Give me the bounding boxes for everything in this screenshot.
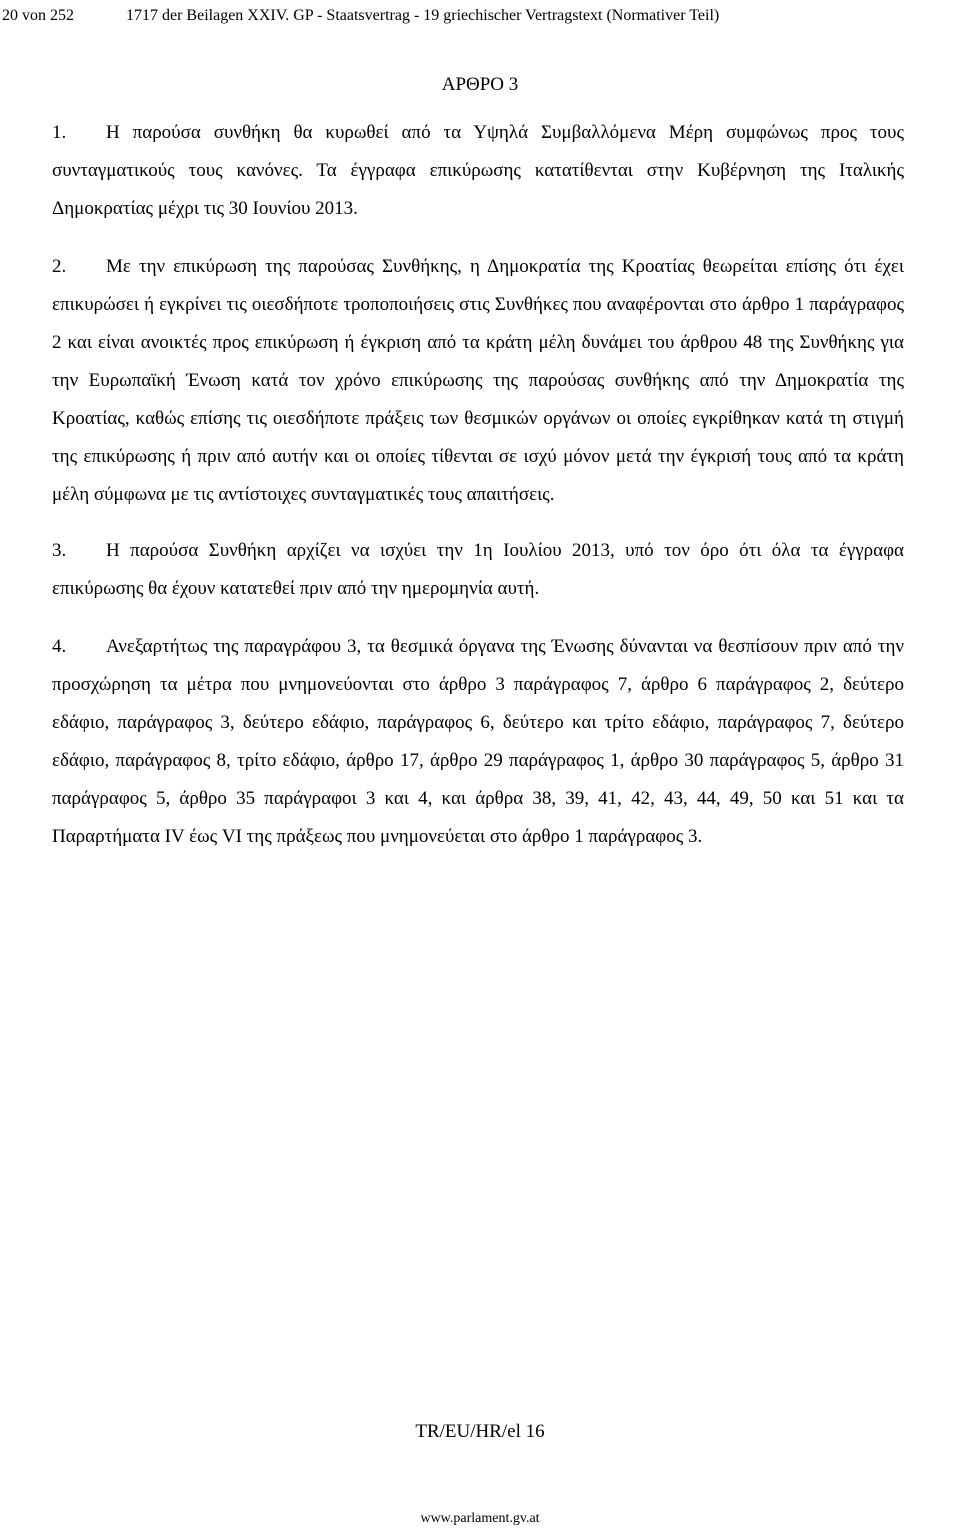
paragraph-text: Ανεξαρτήτως της παραγράφου 3, τα θεσμικά όργανα της Ένωσης δύνανται να θεσπίσουν πριν από την προσχώρηση τα μέτρα που μνημονεύονται στο άρθρο 3 παράγραφος 7, άρθρο 6 παράγραφος 2, δεύτερο εδάφιο, παράγραφος 3, δεύτερο εδάφιο, παράγραφος 6, δεύτερο και τρίτο εδάφιο, παράγραφος 7, δεύτερο εδάφιο, παράγραφος 8, τρίτο εδάφιο, άρθρο 17, άρθρο 29 παράγραφος 1, άρθρο 30 παράγραφος 5, άρθρο 31 παράγραφος 5, άρθρο 35 παράγραφοι 3 και 4, και άρθρα 38, 39, 41, 42, 43, 44, 49, 50 και 51 και τα Παραρτήματα IV έως VI της πράξεως που μνημονεύεται στο άρθρο 1 παράγραφος 3. (52, 636, 904, 847)
paragraph-number: 4. (52, 636, 67, 657)
paragraph-4 (52, 628, 904, 856)
document-reference: 1717 der Beilagen XXIV. GP - Staatsvertrag - 19 griechischer Vertragstext (Normativer Teil) (126, 7, 720, 24)
paragraph-2 (52, 248, 904, 514)
website-link[interactable]: www.parlament.gv.at (420, 1511, 540, 1526)
paragraph-text: Η παρούσα συνθήκη θα κυρωθεί από τα Υψηλά Συμβαλλόμενα Μέρη συμφώνως προς τους συνταγματικούς τους κανόνες. Τα έγγραφα επικύρωσης κατατίθενται στην Κυβέρνηση της Ιταλικής Δημοκρατίας μέχρι τις 30 Ιουνίου 2013. (52, 122, 904, 219)
paragraph-number: 2. (52, 256, 67, 277)
paragraph-text: Η παρούσα Συνθήκη αρχίζει να ισχύει την 1η Ιουλίου 2013, υπό τον όρο ότι όλα τα έγγραφα επικύρωσης θα έχουν κατατεθεί πριν από την ημερομηνία αυτή. (52, 540, 904, 599)
page-number: 20 von 252 (2, 7, 74, 24)
paragraph-text: Με την επικύρωση της παρούσας Συνθήκης, η Δημοκρατία της Κροατίας θεωρείται επίσης ότι έχει επικυρώσει ή εγκρίνει τις οιεσδήποτε τροποποιήσεις στις Συνθήκες που αναφέρονται στο άρθρο 1 παράγραφος 2 και είναι ανοικτές προς επικύρωση ή έγκριση από τα κράτη μέλη δυνάμει του άρθρου 48 της Συνθήκης για την Ευρωπαϊκή Ένωση κατά τον χρόνο επικύρωσης της παρούσας συνθήκης από την Δημοκρατία της Κροατίας, καθώς επίσης τις οιεσδήποτε πράξεις των θεσμικών οργάνων οι οποίες εγκρίθηκαν κατά τη στιγμή της επικύρωσης ή πριν από αυτήν και οι οποίες τίθενται σε ισχύ μόνον μετά την έγκρισή τους από τα κράτη μέλη σύμφωνα με τις αντίστοιχες συνταγματικές τους απαιτήσεις. (52, 256, 904, 505)
footer-reference: TR/EU/HR/el 16 (415, 1421, 545, 1442)
paragraph-number: 3. (52, 540, 67, 561)
paragraph-1 (52, 114, 904, 228)
article-body (52, 114, 904, 876)
page-header (2, 6, 719, 26)
paragraph-3 (52, 532, 904, 608)
article-title: ΑΡΘΡΟ 3 (441, 74, 519, 95)
paragraph-number: 1. (52, 122, 67, 143)
